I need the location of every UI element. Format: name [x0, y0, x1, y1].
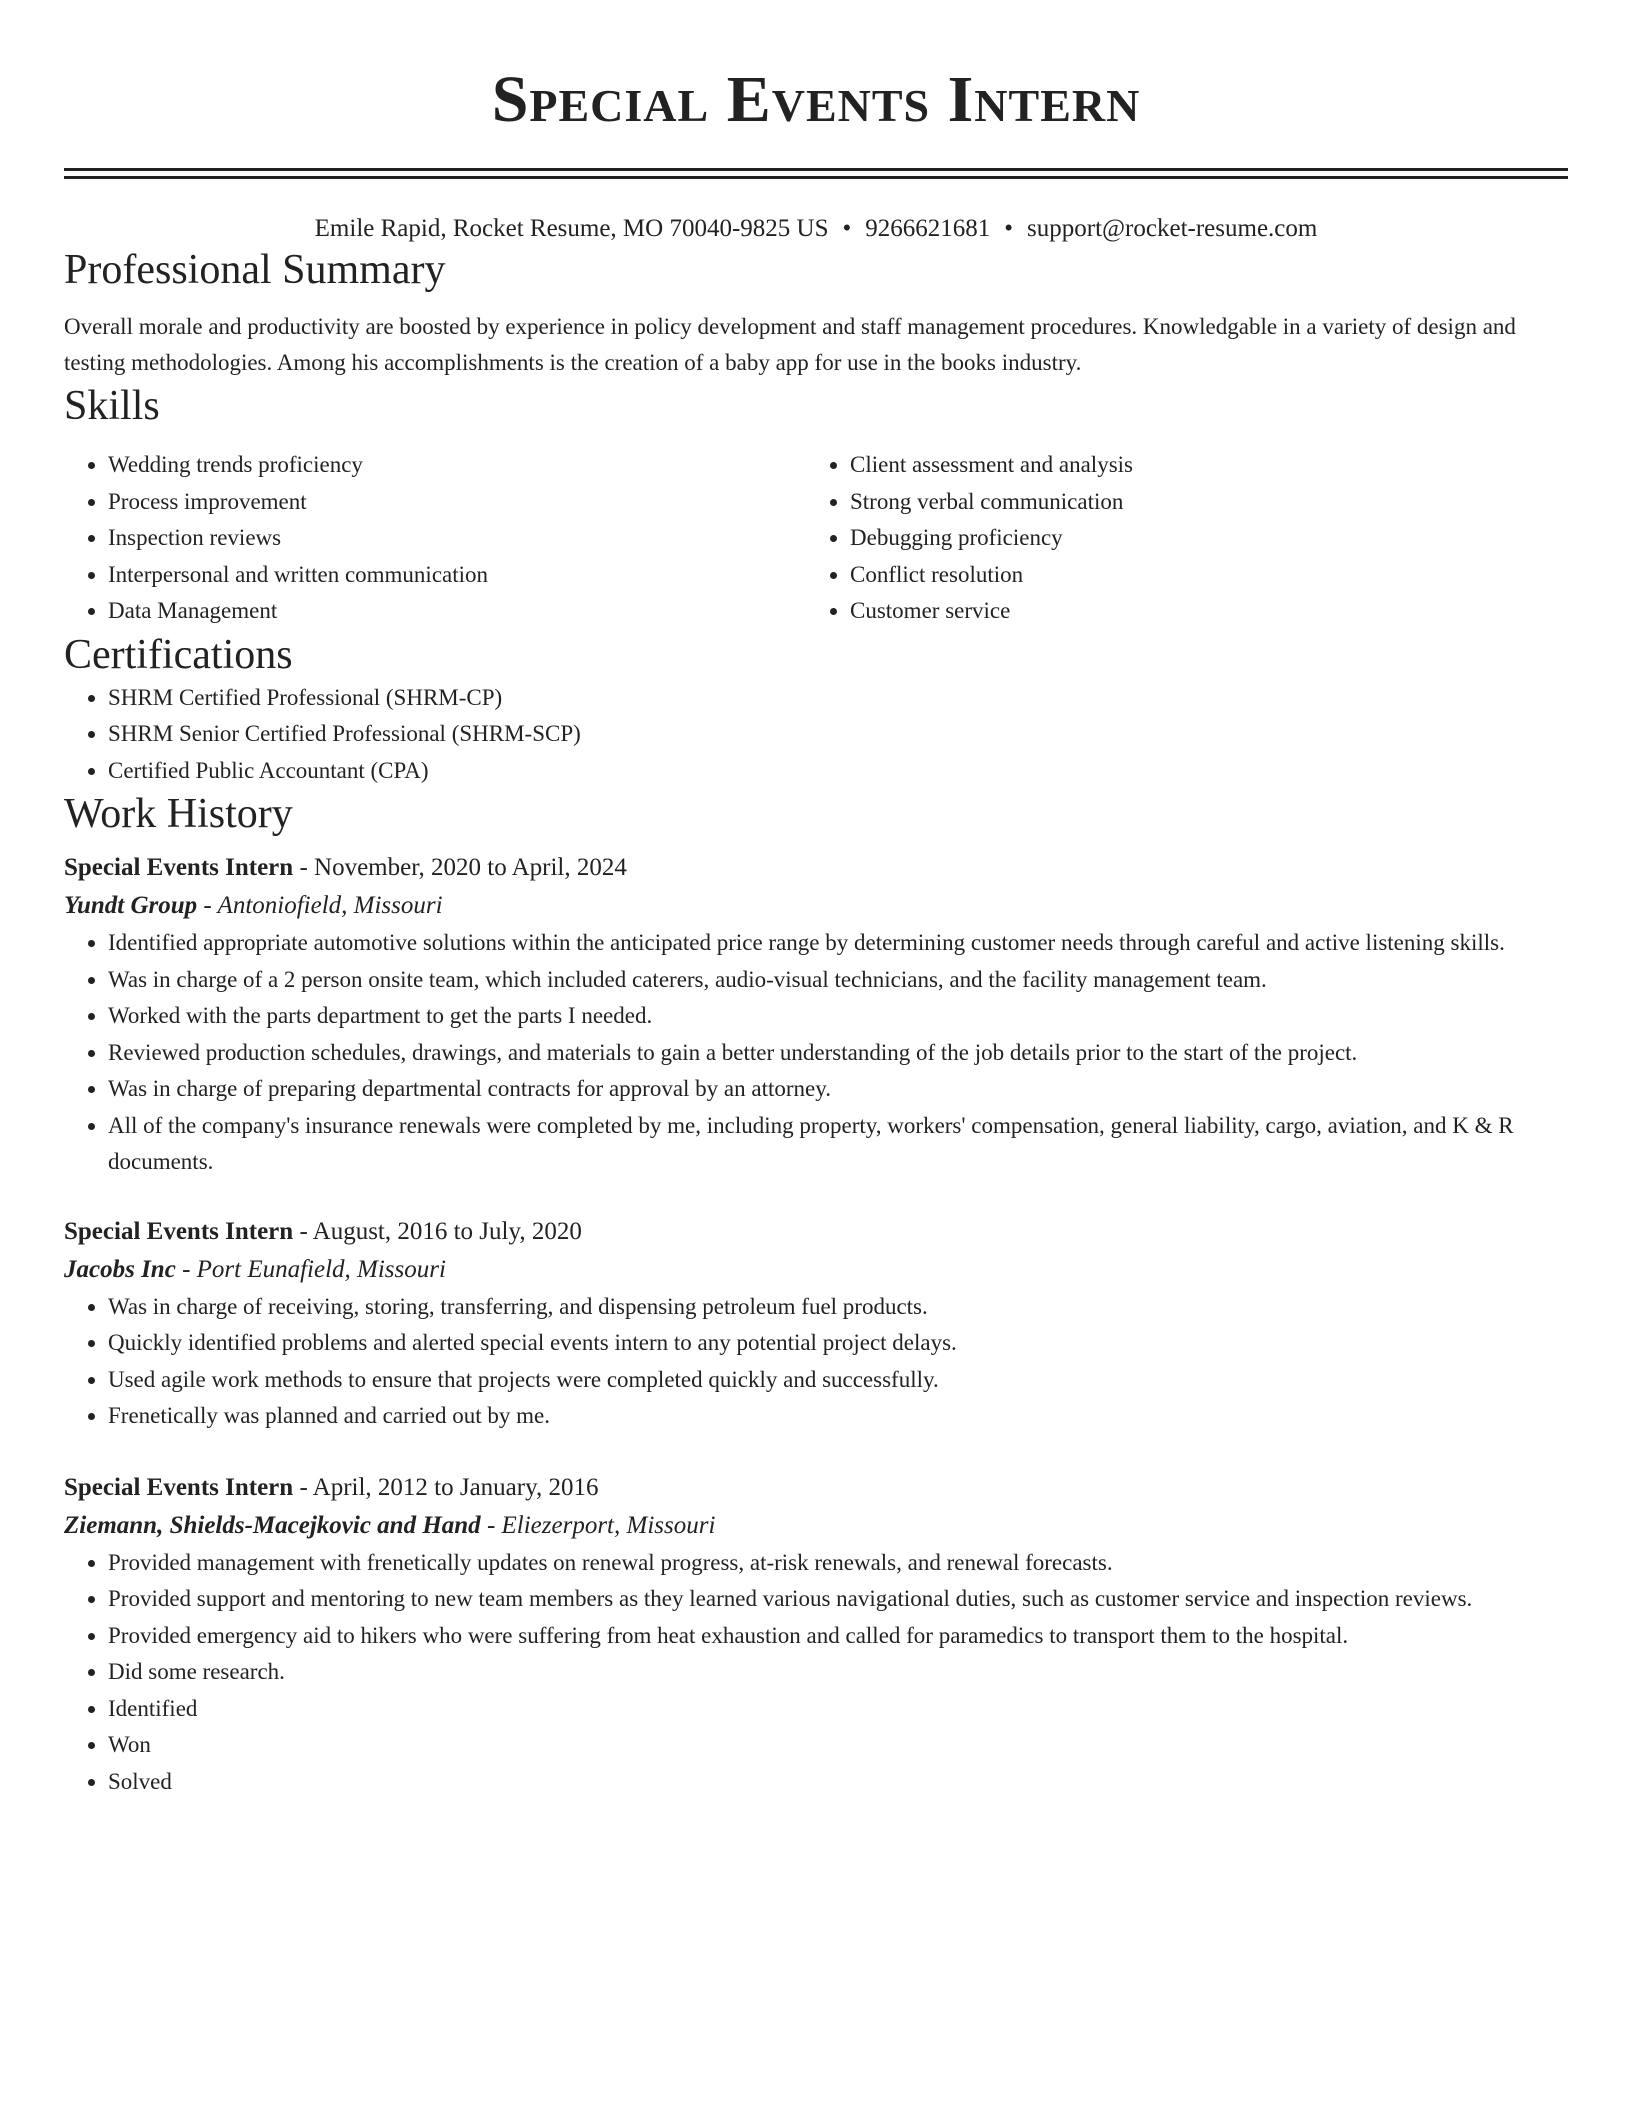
certification-item: • Certified Public Accountant (CPA) [108, 753, 1568, 790]
job-entry [64, 1469, 1568, 1801]
certification-item: • SHRM Senior Certified Professional (SHRM-SCP) [108, 716, 1568, 753]
certifications-heading: Certifications [64, 631, 293, 678]
job-role: Special Events Intern [64, 1217, 294, 1245]
job-bullet: • Reviewed production schedules, drawings, and materials to gain a better understanding of the job details prior to the start of the project. [108, 1035, 1568, 1072]
skills-heading: Skills [64, 383, 160, 429]
job-bullet: • Was in charge of a 2 person onsite team, which included caterers, audio-visual technicians, and the facility management team. [108, 962, 1568, 999]
skills-column-right [806, 447, 1548, 630]
job-bullet: • Frenetically was planned and carried out by me. [108, 1398, 1568, 1435]
certification-item: • SHRM Certified Professional (SHRM-CP) [108, 680, 1568, 717]
contact-separator: • [1004, 215, 1014, 242]
job-bullet: • Provided emergency aid to hikers who were suffering from heat exhaustion and called for paramedics to transport them to the hospital. [108, 1618, 1568, 1655]
job-bullet: • Provided management with frenetically updates on renewal progress, at-risk renewals, and renewal forecasts. [108, 1545, 1568, 1582]
contact-separator: • [842, 215, 852, 242]
skills-list-left [64, 447, 806, 630]
skill-item: • Client assessment and analysis [850, 447, 1548, 484]
job-location: - Eliezerport, Missouri [480, 1511, 716, 1539]
contact-email: support@rocket-resume.com [1027, 215, 1318, 242]
job-role: Special Events Intern [64, 1473, 294, 1501]
skill-item: • Inspection reviews [108, 520, 806, 557]
skill-item: • Interpersonal and written communication [108, 557, 806, 594]
skills-grid [64, 447, 1568, 630]
job-dates: - November, 2020 to April, 2024 [293, 854, 627, 881]
job-entry [64, 1213, 1568, 1435]
skills-list-right [806, 447, 1548, 630]
skill-item: • Debugging proficiency [850, 520, 1548, 557]
job-company-line [64, 887, 1568, 925]
job-dates: - April, 2012 to January, 2016 [293, 1473, 599, 1501]
skill-item: • Conflict resolution [850, 557, 1548, 594]
job-location: - Antoniofield, Missouri [197, 892, 443, 919]
job-company-line [64, 1507, 1568, 1545]
job-bullet: • Used agile work methods to ensure that projects were completed quickly and successfully. [108, 1362, 1568, 1399]
summary-heading: Professional Summary [64, 247, 446, 293]
job-bullet: • Was in charge of receiving, storing, transferring, and dispensing petroleum fuel products. [108, 1289, 1568, 1326]
skill-item: • Process improvement [108, 484, 806, 521]
job-entry [64, 849, 1568, 1181]
job-company: Jacobs Inc [64, 1255, 176, 1283]
job-bullet: • Identified [108, 1691, 1568, 1728]
job-bullet: • Worked with the parts department to get the parts I needed. [108, 998, 1568, 1035]
contact-phone: 9266621681 [865, 215, 991, 242]
skill-item: • Data Management [108, 593, 806, 630]
job-company: Yundt Group [64, 892, 198, 919]
job-title-line [64, 1213, 1568, 1251]
job-bullet: • Provided support and mentoring to new team members as they learned various navigational duties, such as customer service and inspection reviews. [108, 1581, 1568, 1618]
job-title-line [64, 1469, 1568, 1507]
job-role: Special Events Intern [64, 854, 294, 881]
skill-item: • Wedding trends proficiency [108, 447, 806, 484]
contact-address: Emile Rapid, Rocket Resume, MO 70040-9825 US [314, 215, 829, 242]
job-bullet: • Identified appropriate automotive solutions within the anticipated price range by determining customer needs through careful and active listening skills. [108, 925, 1568, 962]
work-history-heading: Work History [64, 791, 293, 837]
job-dates: - August, 2016 to July, 2020 [293, 1217, 582, 1245]
job-bullets [64, 1545, 1568, 1801]
job-bullets [64, 1289, 1568, 1435]
job-company-line [64, 1251, 1568, 1289]
job-bullet: • Quickly identified problems and alerted special events intern to any potential project delays. [108, 1325, 1568, 1362]
skills-column-left [64, 447, 806, 630]
job-location: - Port Eunafield, Missouri [175, 1255, 446, 1283]
job-company: Ziemann, Shields-Macejkovic and Hand [64, 1511, 481, 1539]
resume-title: Special Events Intern [491, 63, 1141, 136]
title-divider [64, 168, 1568, 179]
job-bullet: • Solved [108, 1764, 1568, 1801]
job-bullet: • Did some research. [108, 1654, 1568, 1691]
job-bullet: • Was in charge of preparing departmental contracts for approval by an attorney. [108, 1071, 1568, 1108]
skill-item: • Strong verbal communication [850, 484, 1548, 521]
job-bullet: • All of the company's insurance renewals were completed by me, including property, workers' compensation, general liability, cargo, aviation, and K & R documents. [108, 1108, 1568, 1181]
job-title-line [64, 849, 1568, 887]
skill-item: • Customer service [850, 593, 1548, 630]
job-bullets [64, 925, 1568, 1181]
certifications-list [64, 680, 1568, 790]
job-bullet: • Won [108, 1727, 1568, 1764]
summary-text: Overall morale and productivity are boosted by experience in policy development and staff management procedures. Knowledgable in a variety of design and testing methodologies. Among his accomplishments is the creation of a baby app for use in the books industry. [64, 314, 1516, 375]
contact-line [64, 213, 1568, 245]
